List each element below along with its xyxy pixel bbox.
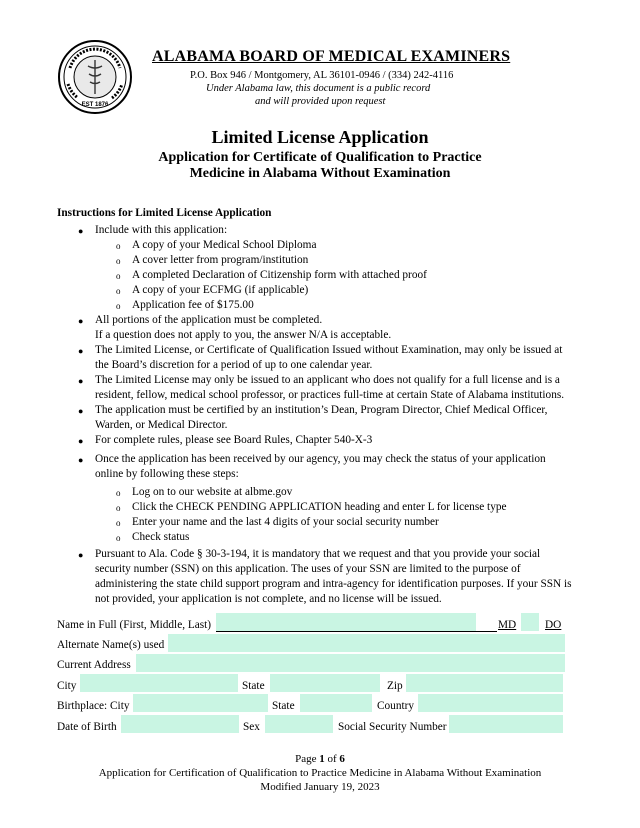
public-record-note-line2: and will provided upon request: [255, 96, 386, 107]
bullet-icon: ●: [78, 346, 84, 356]
state-label: State: [242, 680, 265, 692]
bullet-icon: ●: [78, 226, 84, 236]
full-name-input[interactable]: [216, 613, 476, 631]
footer-doc-title: Application for Certification of Qualification to Practice Medicine in Alabama Without Examination: [98, 767, 542, 779]
seal-est-text: EST 1876: [81, 102, 109, 108]
status-line2: online by following these steps:: [95, 468, 239, 480]
public-record-note-line1: Under Alabama law, this document is a public record: [206, 83, 431, 94]
instructions-heading: Instructions for Limited License Application: [57, 207, 272, 219]
bullet-icon: ●: [78, 455, 84, 465]
status-line1: Once the application has been received by our agency, you may check the status of your application: [95, 453, 546, 465]
circle-bullet-icon: o: [116, 488, 121, 498]
circle-bullet-icon: o: [116, 301, 121, 311]
include-item: Application fee of $175.00: [132, 299, 254, 311]
ssn-label: Social Security Number: [338, 721, 447, 733]
ssn-line1: Pursuant to Ala. Code § 30-3-194, it is mandatory that we request and that you provide your social: [95, 548, 541, 560]
completed-line1: All portions of the application must be completed.: [95, 314, 323, 326]
alt-names-input[interactable]: [168, 634, 565, 652]
include-item: A copy of your Medical School Diploma: [132, 239, 317, 251]
ssn-input[interactable]: [449, 715, 563, 733]
limited-line2: the Board’s discretion for a period of up to one calendar year.: [95, 359, 373, 371]
dob-label: Date of Birth: [57, 721, 117, 733]
circle-bullet-icon: o: [116, 533, 121, 543]
circle-bullet-icon: o: [116, 271, 121, 281]
sex-label: Sex: [243, 721, 260, 733]
country-input[interactable]: [418, 694, 563, 712]
page-number: Page 1 of 6: [295, 753, 345, 765]
rules-line: For complete rules, please see Board Rules, Chapter 540-X-3: [95, 434, 373, 446]
bullet-icon: ●: [78, 406, 84, 416]
status-step: Enter your name and the last 4 digits of your social security number: [132, 516, 439, 528]
birthplace-city-input[interactable]: [133, 694, 268, 712]
bullet-icon: ●: [78, 550, 84, 560]
status-step: Check status: [132, 531, 190, 543]
current-address-input[interactable]: [136, 654, 565, 672]
circle-bullet-icon: o: [116, 503, 121, 513]
zip-input[interactable]: [406, 674, 563, 692]
bullet-icon: ●: [78, 436, 84, 446]
state-input[interactable]: [270, 674, 380, 692]
certified-line2: Warden, or Medical Director.: [95, 419, 228, 431]
issued-line1: The Limited License may only be issued to an applicant who does not qualify for a full license and is a: [95, 374, 560, 386]
certified-line1: The application must be certified by an institution’s Dean, Program Director, Chief Medical Officer,: [95, 404, 548, 416]
organization-name: ALABAMA BOARD OF MEDICAL EXAMINERS: [152, 48, 511, 65]
sex-input[interactable]: [265, 715, 333, 733]
include-intro: Include with this application:: [95, 224, 228, 236]
issued-line2: resident, fellow, medical school professor, or practices full-time at certain State of Alabama institutions.: [95, 389, 565, 401]
circle-bullet-icon: o: [116, 241, 121, 251]
limited-line1: The Limited License, or Certificate of Qualification Issued without Examination, may only be issued at: [95, 344, 563, 356]
zip-label: Zip: [387, 680, 403, 692]
include-item: A completed Declaration of Citizenship form with attached proof: [132, 269, 427, 281]
page-title: Limited License Application: [211, 127, 429, 147]
page-subtitle-line2: Medicine in Alabama Without Examination: [189, 166, 451, 181]
do-label: DO: [545, 619, 562, 631]
page-subtitle-line1: Application for Certificate of Qualification to Practice: [158, 150, 482, 165]
organization-address: P.O. Box 946 / Montgomery, AL 36101-0946 / (334) 242-4116: [190, 70, 454, 81]
current-address-label: Current Address: [57, 659, 131, 671]
circle-bullet-icon: o: [116, 256, 121, 266]
circle-bullet-icon: o: [116, 286, 121, 296]
birthplace-state-input[interactable]: [300, 694, 372, 712]
name-label: Name in Full (First, Middle, Last): [57, 619, 212, 631]
ssn-line4: not provided, your application is not complete, and no license will be issued.: [95, 593, 442, 605]
board-seal-logo: [58, 40, 132, 114]
birthplace-city-label: Birthplace: City: [57, 700, 130, 712]
completed-line2: If a question does not apply to you, the answer N/A is acceptable.: [95, 329, 392, 341]
md-label: MD: [498, 619, 517, 631]
status-step: Log on to our website at albme.gov: [132, 486, 293, 498]
ssn-line3: administering the state child support program and intra-agency for identification purposes. If your SSN is: [95, 578, 572, 590]
ssn-line2: security number (SSN) on this application. The uses of your SSN are limited to the purpose of: [95, 563, 521, 575]
include-item: A cover letter from program/institution: [132, 254, 309, 266]
bullet-icon: ●: [78, 316, 84, 326]
name-underline: [216, 631, 497, 632]
country-label: Country: [377, 700, 415, 712]
include-item: A copy of your ECFMG (if applicable): [132, 284, 309, 296]
status-step: Click the CHECK PENDING APPLICATION heading and enter L for license type: [132, 501, 507, 513]
city-input[interactable]: [80, 674, 238, 692]
dob-input[interactable]: [121, 715, 239, 733]
circle-bullet-icon: o: [116, 518, 121, 528]
md-checkbox[interactable]: [521, 613, 539, 631]
city-label: City: [57, 680, 77, 692]
birthplace-state-label: State: [272, 700, 295, 712]
alt-names-label: Alternate Name(s) used: [57, 639, 165, 651]
bullet-icon: ●: [78, 376, 84, 386]
footer-modified-date: Modified January 19, 2023: [260, 781, 380, 793]
